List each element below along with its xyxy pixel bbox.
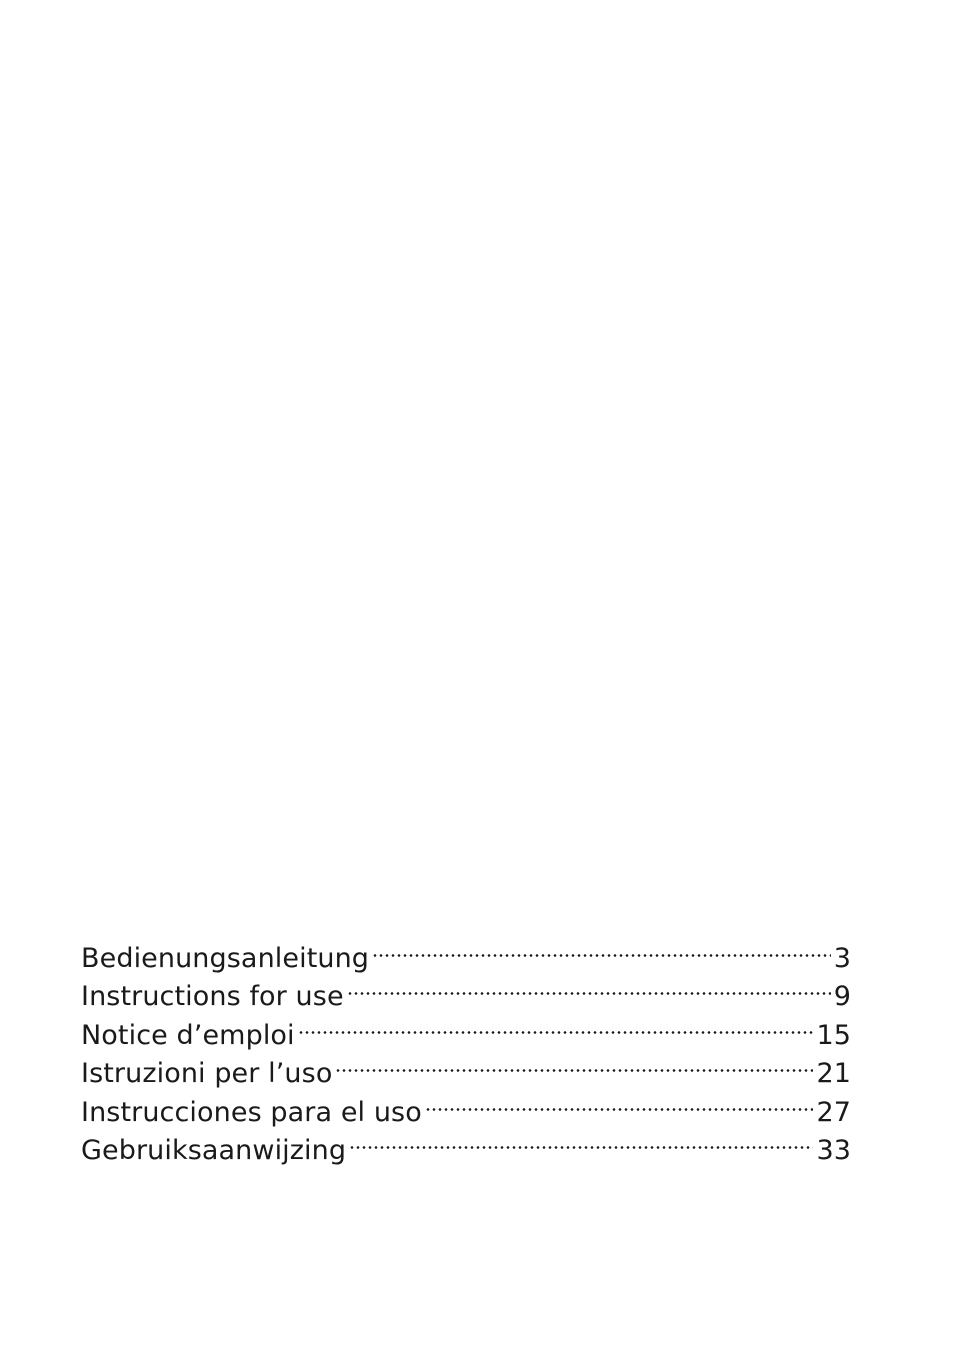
toc-entry-page: 21: [816, 1058, 851, 1089]
toc-entry-title: Instructions for use: [81, 981, 344, 1012]
toc-entry-title: Bedienungsanleitung: [81, 942, 370, 974]
toc-entry-title: Notice d’emploi: [81, 1019, 295, 1051]
toc-entry-page: 33: [816, 1135, 851, 1166]
toc-entry-title: Instrucciones para el uso: [81, 1096, 422, 1128]
toc-dot-leader: [425, 1082, 814, 1121]
table-of-contents: [81, 928, 851, 1166]
toc-entry-page: 27: [816, 1096, 851, 1128]
toc-entry-page: 15: [816, 1019, 851, 1051]
toc-entry-title: Istruzioni per l’uso: [81, 1058, 333, 1089]
toc-dot-leader: [372, 928, 831, 967]
toc-dot-leader: [298, 1005, 814, 1044]
toc-entry-title: Gebruiksaanwijzing: [81, 1135, 347, 1166]
toc-dot-leader: [335, 1044, 813, 1083]
toc-entry-german[interactable]: [81, 928, 851, 974]
toc-entry-page: 3: [833, 942, 851, 974]
toc-entry-page: 9: [833, 981, 851, 1012]
toc-dot-leader: [349, 1121, 813, 1160]
toc-dot-leader: [347, 967, 831, 1006]
